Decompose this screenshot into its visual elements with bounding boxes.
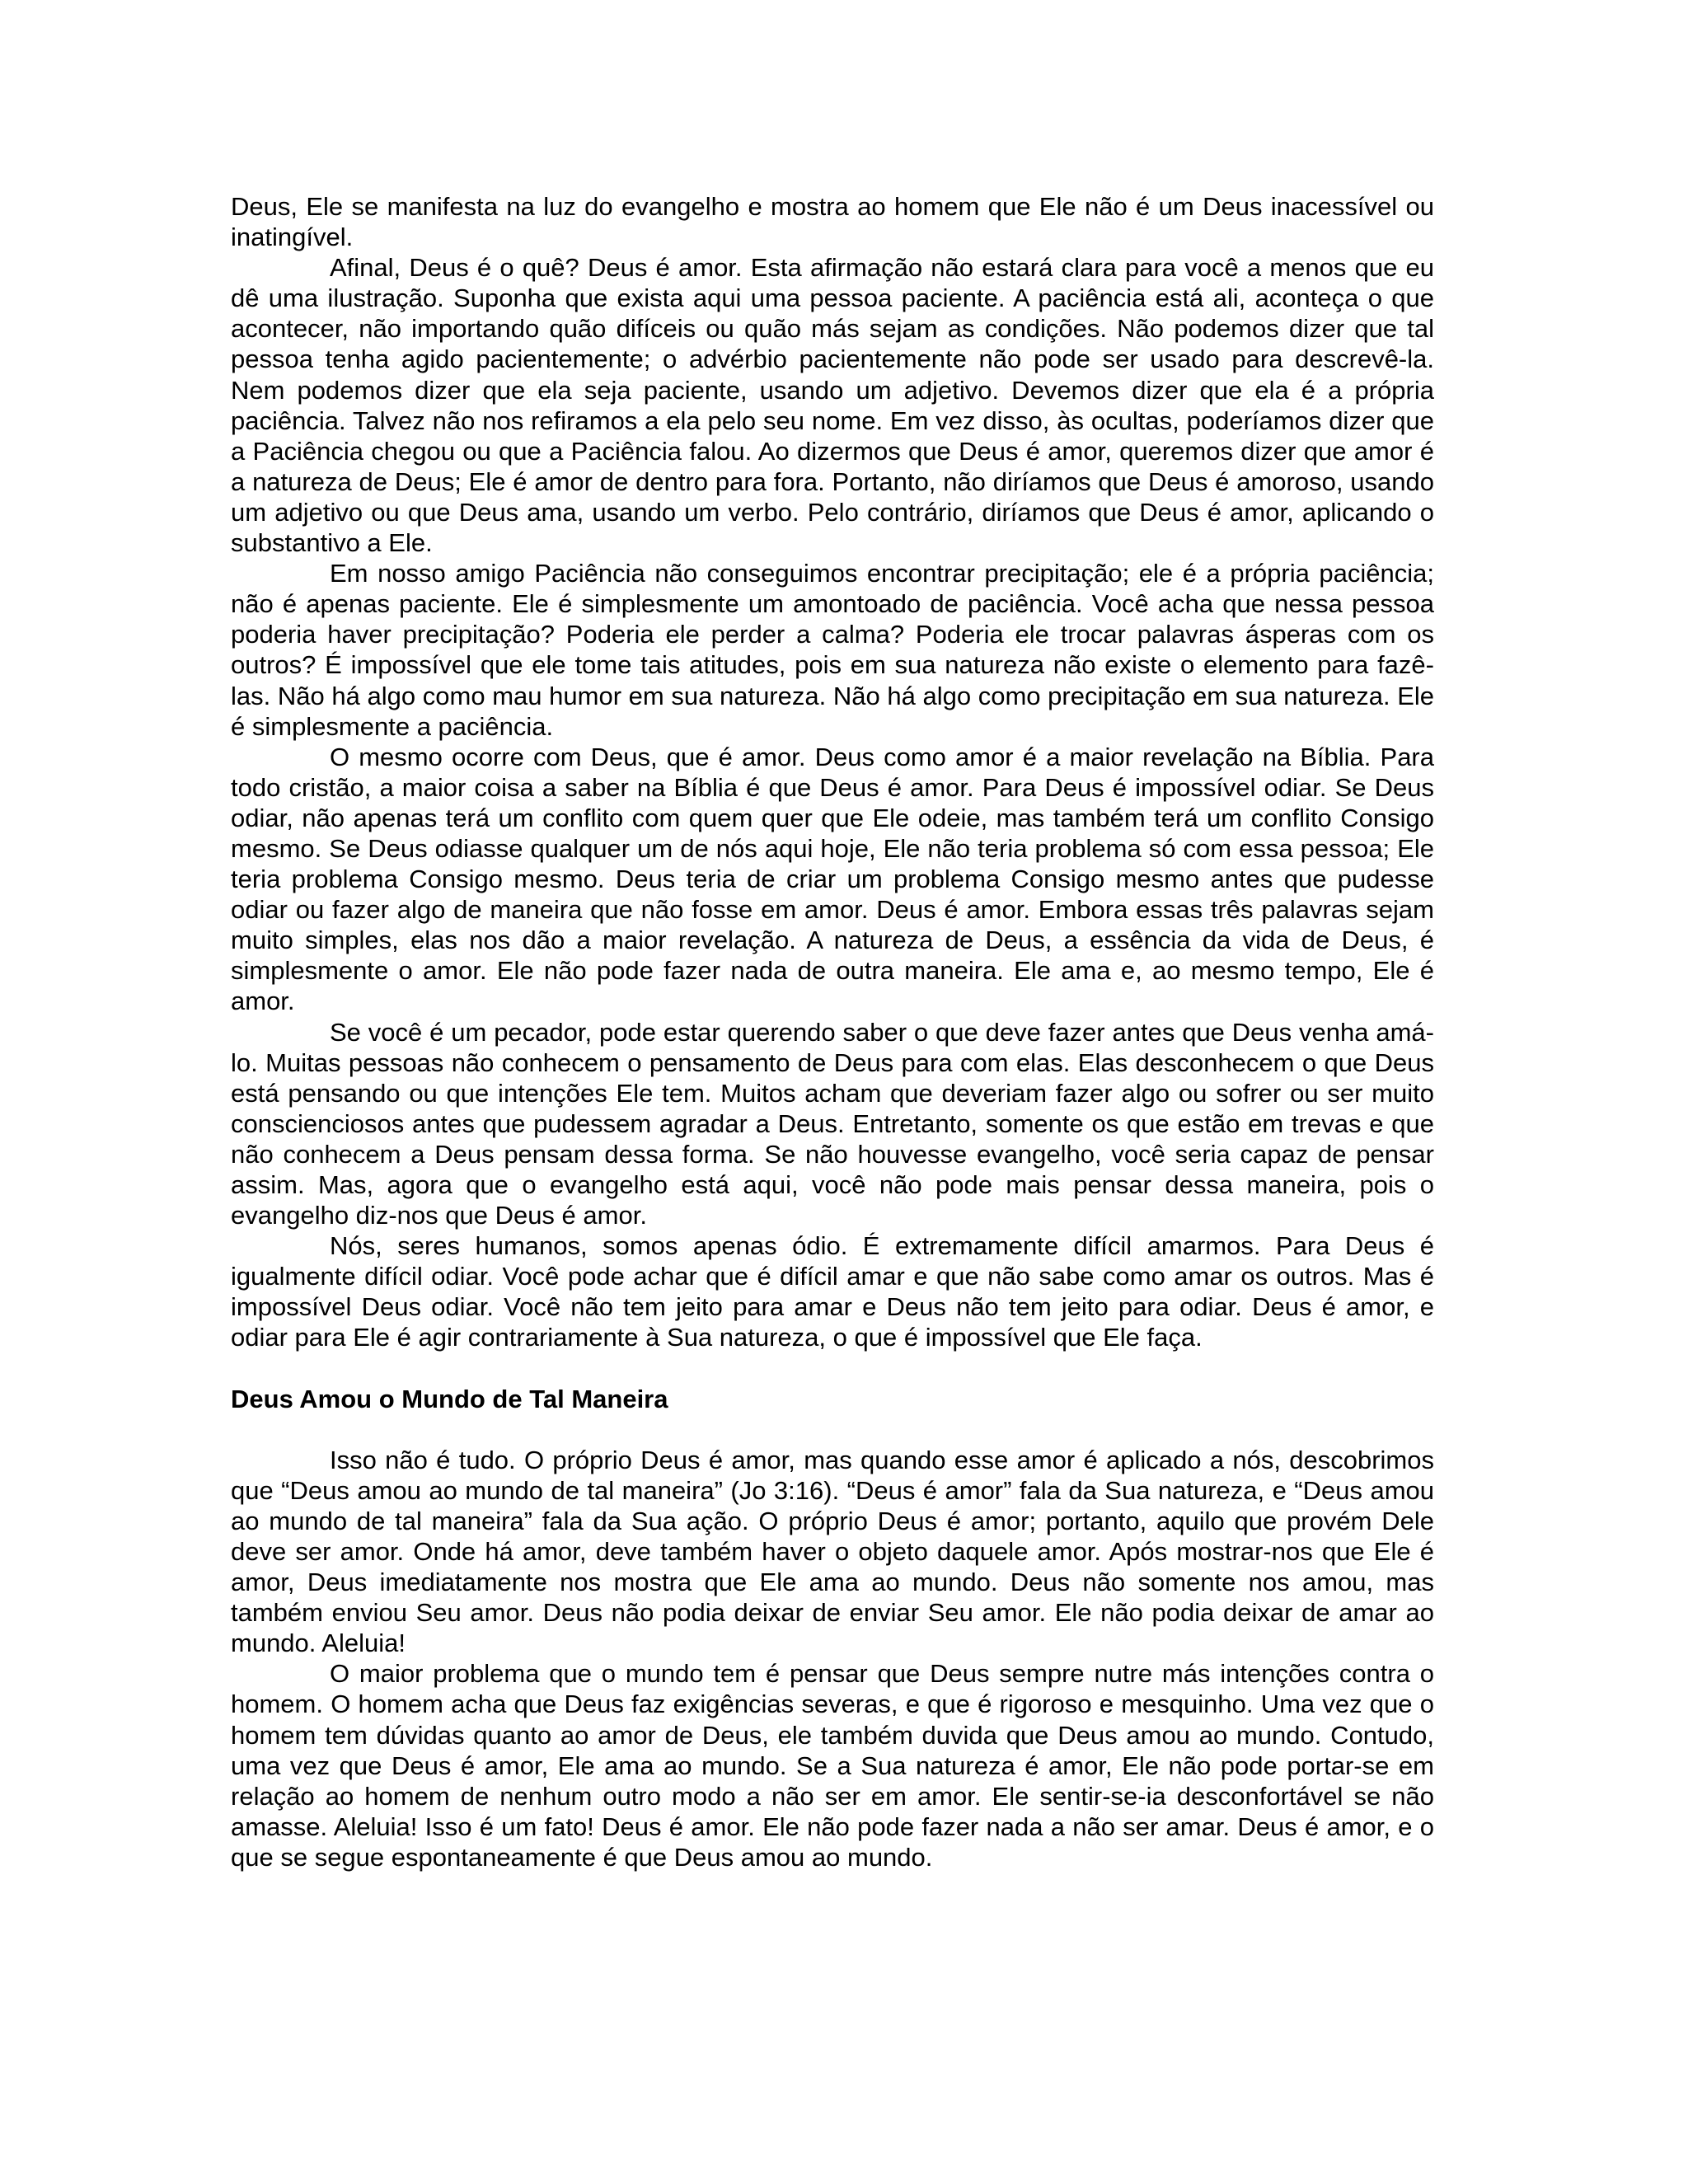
paragraph: Nós, seres humanos, somos apenas ódio. É extremamente difícil amarmos. Para Deus é igualmente difícil odiar. Você pode achar que é difícil amar e que não sabe como amar os outros. Mas é impossível Deus odiar. Você não tem jeito para amar e Deus não tem jeito para odiar. Deus é amor, e odiar para Ele é agir contrariamente à Sua natureza, o que é impossível que Ele faça.	[231, 1231, 1434, 1352]
paragraph: Isso não é tudo. O próprio Deus é amor, mas quando esse amor é aplicado a nós, descobrimos que “Deus amou ao mundo de tal maneira” (Jo 3:16). “Deus é amor” fala da Sua natureza, e “Deus amou ao mundo de tal maneira” fala da Sua ação. O próprio Deus é amor; portanto, aquilo que provém Dele deve ser amor. Onde há amor, deve também haver o objeto daquele amor. Após mostrar-nos que Ele é amor, Deus imediatamente nos mostra que Ele ama ao mundo. Deus não somente nos amou, mas também enviou Seu amor. Deus não podia deixar de enviar Seu amor. Ele não podia deixar de amar ao mundo. Aleluia!	[231, 1445, 1434, 1658]
paragraph: Afinal, Deus é o quê? Deus é amor. Esta afirmação não estará clara para você a menos que eu dê uma ilustração. Suponha que exista aqui uma pessoa paciente. A paciência está ali, aconteça o que acontecer, não importando quão difíceis ou quão más sejam as condições. Não podemos dizer que tal pessoa tenha agido pacientemente; o advérbio pacientemente não pode ser usado para descrevê-la. Nem podemos dizer que ela seja paciente, usando um adjetivo. Devemos dizer que ela é a própria paciência. Talvez não nos refiramos a ela pelo seu nome. Em vez disso, às ocultas, poderíamos dizer que a Paciência chegou ou que a Paciência falou. Ao dizermos que Deus é amor, queremos dizer que amor é a natureza de Deus; Ele é amor de dentro para fora. Portanto, não diríamos que Deus é amoroso, usando um adjetivo ou que Deus ama, usando um verbo. Pelo contrário, diríamos que Deus é amor, aplicando o substantivo a Ele.	[231, 253, 1434, 558]
paragraph: Deus, Ele se manifesta na luz do evangelho e mostra ao homem que Ele não é um Deus inacessível ou inatingível.	[231, 192, 1434, 252]
paragraph: O maior problema que o mundo tem é pensar que Deus sempre nutre más intenções contra o homem. O homem acha que Deus faz exigências severas, e que é rigoroso e mesquinho. Uma vez que o homem tem dúvidas quanto ao amor de Deus, ele também duvida que Deus amou ao mundo. Contudo, uma vez que Deus é amor, Ele ama ao mundo. Se a Sua natureza é amor, Ele não pode portar-se em relação ao homem de nenhum outro modo a não ser em amor. Ele sentir-se-ia desconfortável se não amasse. Aleluia! Isso é um fato! Deus é amor. Ele não pode fazer nada a não ser amar. Deus é amor, e o que se segue espontaneamente é que Deus amou ao mundo.	[231, 1659, 1434, 1872]
section-heading: Deus Amou o Mundo de Tal Maneira	[231, 1384, 668, 1413]
paragraph: Em nosso amigo Paciência não conseguimos encontrar precipitação; ele é a própria paciência; não é apenas paciente. Ele é simplesmente um amontoado de paciência. Você acha que nessa pessoa poderia haver precipitação? Poderia ele perder a calma? Poderia ele trocar palavras ásperas com os outros? É impossível que ele tome tais atitudes, pois em sua natureza não existe o elemento para fazê-las. Não há algo como mau humor em sua natureza. Não há algo como precipitação em sua natureza. Ele é simplesmente a paciência.	[231, 559, 1434, 741]
paragraph: Se você é um pecador, pode estar querendo saber o que deve fazer antes que Deus venha amá-lo. Muitas pessoas não conhecem o pensamento de Deus para com elas. Elas desconhecem o que Deus está pensando ou que intenções Ele tem. Muitos acham que deveriam fazer algo ou sofrer ou ser muito conscienciosos antes que pudessem agradar a Deus. Entretanto, somente os que estão em trevas e que não conhecem a Deus pensam dessa forma. Se não houvesse evangelho, você seria capaz de pensar assim. Mas, agora que o evangelho está aqui, você não pode mais pensar dessa maneira, pois o evangelho diz-nos que Deus é amor.	[231, 1017, 1434, 1230]
paragraph: O mesmo ocorre com Deus, que é amor. Deus como amor é a maior revelação na Bíblia. Para todo cristão, a maior coisa a saber na Bíblia é que Deus é amor. Para Deus é impossível odiar. Se Deus odiar, não apenas terá um conflito com quem quer que Ele odeie, mas também terá um conflito Consigo mesmo. Se Deus odiasse qualquer um de nós aqui hoje, Ele não teria problema só com essa pessoa; Ele teria problema Consigo mesmo. Deus teria de criar um problema Consigo mesmo antes que pudesse odiar ou fazer algo de maneira que não fosse em amor. Deus é amor. Embora essas três palavras sejam muito simples, elas nos dão a maior revelação. A natureza de Deus, a essência da vida de Deus, é simplesmente o amor. Ele não pode fazer nada de outra maneira. Ele ama e, ao mesmo tempo, Ele é amor.	[231, 742, 1434, 1016]
document-page	[231, 191, 1434, 1872]
